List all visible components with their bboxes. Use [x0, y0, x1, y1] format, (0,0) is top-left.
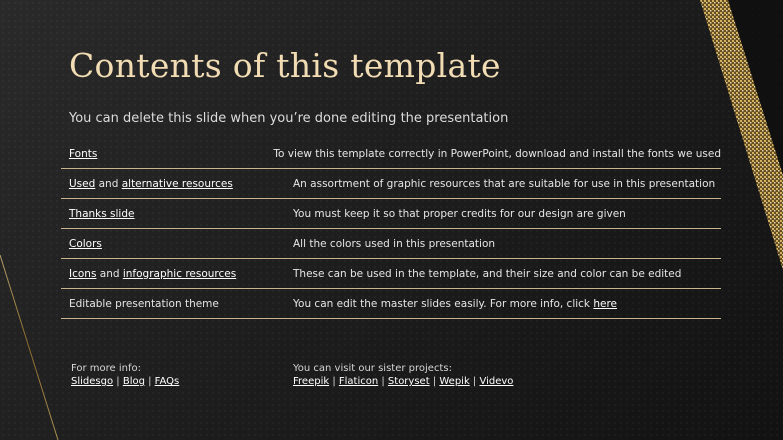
row-label: [61, 148, 273, 160]
row-label: [61, 178, 293, 190]
footer-heading: You can visit our sister projects:: [293, 363, 452, 374]
description-text: You can edit the master slides easily. For more info, click: [293, 297, 594, 310]
table-row: [61, 229, 721, 259]
table-row: [61, 199, 721, 229]
colors-link[interactable]: Colors: [69, 237, 102, 250]
footer-links: [293, 375, 513, 388]
label-conjunction: and: [96, 267, 123, 280]
slidesgo-link[interactable]: Slidesgo: [71, 376, 114, 387]
row-description: [293, 298, 721, 310]
here-link[interactable]: here: [593, 297, 618, 310]
table-row: [61, 169, 721, 199]
alternative-resources-link[interactable]: alternative resources: [121, 177, 233, 190]
flaticon-link[interactable]: Flaticon: [338, 376, 379, 387]
gold-thin-line-left: [0, 255, 58, 440]
table-row: [61, 289, 721, 319]
table-row: [61, 259, 721, 289]
row-label: [61, 238, 293, 250]
row-label: [61, 268, 293, 280]
row-description: All the colors used in this presentation: [293, 237, 496, 250]
separator: |: [378, 376, 388, 387]
row-description: An assortment of graphic resources that are suitable for use in this presentation: [293, 177, 716, 190]
contents-table: [61, 139, 721, 319]
fonts-link[interactable]: Fonts: [69, 147, 98, 160]
row-label: [61, 208, 293, 220]
page-subtitle: You can delete this slide when you’re done editing the presentation: [69, 111, 509, 126]
row-description: You must keep it so that proper credits for our design are given: [293, 207, 626, 220]
infographic-resources-link[interactable]: infographic resources: [122, 267, 237, 280]
freepik-link[interactable]: Freepik: [293, 376, 330, 387]
table-row: [61, 139, 721, 169]
footer-more-info: [71, 362, 179, 388]
separator: |: [113, 376, 123, 387]
label-conjunction: and: [95, 177, 122, 190]
separator: |: [329, 376, 339, 387]
row-description: These can be used in the template, and their size and color can be edited: [293, 267, 682, 280]
footer-heading: For more info:: [71, 363, 142, 374]
storyset-link[interactable]: Storyset: [387, 376, 430, 387]
footer-sister-projects: [293, 362, 513, 388]
used-link[interactable]: Used: [69, 177, 96, 190]
separator: |: [144, 376, 155, 387]
icons-link[interactable]: Icons: [69, 267, 97, 280]
row-description: To view this template correctly in PowerPoint, download and install the fonts we used: [273, 147, 721, 160]
separator: |: [469, 376, 480, 387]
videvo-link[interactable]: Videvo: [479, 376, 514, 387]
thanks-slide-link[interactable]: Thanks slide: [69, 207, 135, 220]
separator: |: [429, 376, 440, 387]
page-title: Contents of this template: [69, 46, 501, 85]
faqs-link[interactable]: FAQs: [154, 376, 180, 387]
blog-link[interactable]: Blog: [122, 376, 145, 387]
footer-links: [71, 375, 179, 388]
wepik-link[interactable]: Wepik: [439, 376, 470, 387]
row-label: Editable presentation theme: [69, 297, 219, 310]
